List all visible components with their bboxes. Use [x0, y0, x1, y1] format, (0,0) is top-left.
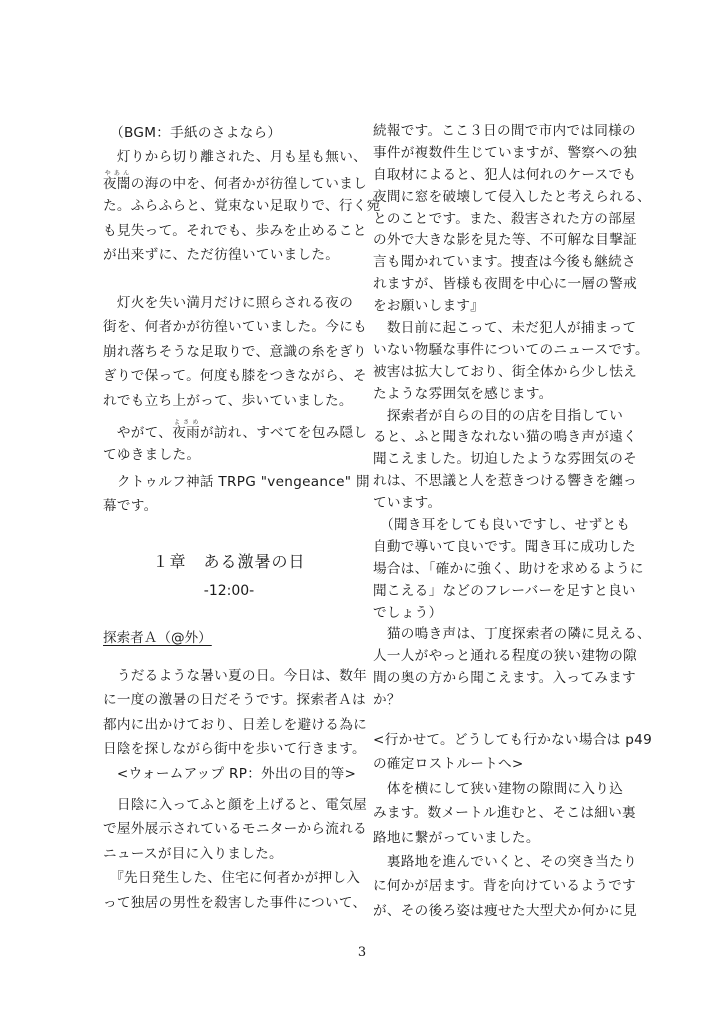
- text-line: とのことです。また、殺害された方の部屋: [373, 210, 636, 227]
- text-line: 人一人がやっと通れる程度の狭い建物の隙: [373, 648, 637, 665]
- text-segment: が訪れ、すべてを包み隠し: [200, 425, 368, 441]
- text-line: た。ふらふらと、覚束ない足取りで、行く宛: [103, 198, 381, 215]
- text-line: 夜間に窓を破壊して侵入したと考えられる、: [373, 188, 651, 205]
- text-line: 体を横にして狭い建物の隙間に入り込: [373, 780, 624, 797]
- text-line: が出来ずに、ただ彷徨いていました。: [103, 246, 340, 263]
- text-line: 都内に出かけており、日差しを避ける為に: [103, 716, 367, 733]
- ruby-base: 夜闇: [103, 175, 131, 192]
- text-line: 灯火を失い満月だけに照らされる夜の: [103, 295, 354, 311]
- text-line: 数日前に起こって、未だ犯人が捕まって: [373, 320, 637, 337]
- text-line: 猫の鳴き声は、丁度探索者の隣に見える、: [373, 626, 651, 643]
- text-line: の確定ロストルートへ>: [373, 756, 524, 773]
- paragraph-block: [103, 121, 381, 267]
- paragraph-block: [103, 470, 370, 519]
- text-line: クトゥルフ神話 TRPG "vengeance" 開: [103, 474, 370, 490]
- text-line: 日陰を探しながら街中を歩いて行きます。: [103, 741, 366, 758]
- ruby-base: 夜雨: [172, 425, 200, 441]
- text-line: うだるような暑い夏の日。今日は、数年: [103, 668, 367, 684]
- text-line: ています。: [373, 495, 442, 512]
- text-line: たような雰囲気を感じます。: [373, 385, 553, 402]
- text-line: れますが、皆様も夜間を中心に一層の警戒: [373, 276, 637, 293]
- ruby-reading: よさめ: [172, 419, 200, 426]
- text-line: 崩れ落ちそうな足取りで、意識の糸をぎり: [103, 343, 367, 360]
- ruby-word: [172, 419, 200, 441]
- text-line: 裏路地を進んでいくと、その突き当たり: [373, 853, 637, 870]
- text-segment: の海の中を、何者かが彷徨していまし: [130, 175, 367, 192]
- text-line: 街を、何者かが彷徨いていました。今にも: [103, 319, 367, 336]
- text-line: でしょう）: [373, 604, 443, 621]
- text-line: が、その後ろ姿は痩せた大型犬か何かに見: [373, 902, 637, 919]
- text-line: で屋外展示されているモニターから流れる: [103, 821, 367, 838]
- text-line: 幕です。: [103, 498, 158, 515]
- text-line: 探索者が自らの目的の店を目指してい: [373, 407, 624, 424]
- text-line: 場合は、「確かに強く、助けを求めるように: [373, 560, 644, 577]
- text-line: てゆきました。: [103, 447, 201, 464]
- text-line: <行かせて。どうしても行かない場合は p49: [373, 732, 653, 748]
- text-line: 事件が複数件生じていますが、警察への独: [373, 144, 637, 161]
- text-line: 聞こえました。切迫したような雰囲気のそ: [373, 451, 637, 468]
- text-line: 続報です。ここ３日の間で市内では同様の: [373, 123, 636, 139]
- text-line-with-ruby: [103, 169, 367, 194]
- chapter-title: １章 ある激暑の日: [152, 552, 306, 571]
- ruby-reading: やあん: [103, 169, 131, 177]
- text-line: 間の奥の方から聞こえます。入ってみます: [373, 670, 636, 687]
- text-line: か？: [373, 692, 401, 709]
- text-line: 路地に繋がっていました。: [373, 829, 540, 846]
- text-line: 聞こえる」などのフレーバーを足すと良い: [373, 582, 636, 599]
- text-line: 『先日発生した、住宅に何者かが押し入: [103, 870, 361, 887]
- text-line: いない物騒な事件についてのニュースです。: [373, 341, 649, 358]
- text-line: 被害は拡大しており、街全体から少し怯え: [373, 363, 637, 380]
- paragraph-block: [373, 728, 653, 923]
- paragraph-block: [103, 291, 367, 413]
- text-line: （BGM：手紙のさよなら）: [103, 125, 282, 141]
- paragraph-block: [103, 793, 367, 915]
- page-number: 3: [357, 945, 367, 960]
- section-label: 探索者Ａ（@外）: [103, 630, 212, 646]
- text-line: に一度の激暑の日だそうです。探索者Ａは: [103, 692, 366, 709]
- paragraph-block: [373, 121, 651, 712]
- text-line: <ウォームアップ RP：外出の目的等>: [103, 765, 357, 782]
- text-line: （聞き耳をしても良いですし、せずとも: [373, 517, 631, 534]
- ruby-word: [103, 169, 131, 192]
- time-label: -12:00-: [203, 583, 255, 599]
- text-line: って独居の男性を殺害した事件について、: [103, 894, 367, 911]
- text-line: の外で大きな影を見た等、不可解な目撃証: [373, 232, 637, 249]
- text-line: に何かが居ます。背を向けているようです: [373, 878, 636, 895]
- text-line: みます。数メートル進むと、そこは細い裏: [373, 805, 636, 822]
- text-segment: やがて、: [103, 425, 173, 441]
- text-line: 灯りから切り離された、月も星も無い、: [103, 149, 367, 166]
- text-line: れでも立ち上がって、歩いていました。: [103, 392, 353, 409]
- text-line: 言も聞かれています。捜査は今後も継続さ: [373, 254, 636, 271]
- text-line: ニュースが目に入りました。: [103, 845, 283, 862]
- text-line: ると、ふと聞きなれない猫の鳴き声が遠く: [373, 429, 637, 446]
- text-line: 自取材によると、犯人は何れのケースでも: [373, 166, 637, 183]
- paragraph-block: [103, 419, 368, 468]
- text-line: をお願いします』: [373, 298, 485, 315]
- text-line: 自動で導いて良いです。聞き耳に成功した: [373, 538, 636, 555]
- text-line: ぎりで保って。何度も膝をつきながら、そ: [103, 368, 367, 385]
- text-line-with-ruby: [103, 419, 368, 443]
- paragraph-block: [103, 664, 367, 786]
- text-line: 日陰に入ってふと顔を上げると、電気屋: [103, 797, 367, 813]
- text-line: も見失って。それでも、歩みを止めること: [103, 222, 367, 239]
- text-line: れは、不思議と人を惹きつける響きを纏っ: [373, 473, 637, 490]
